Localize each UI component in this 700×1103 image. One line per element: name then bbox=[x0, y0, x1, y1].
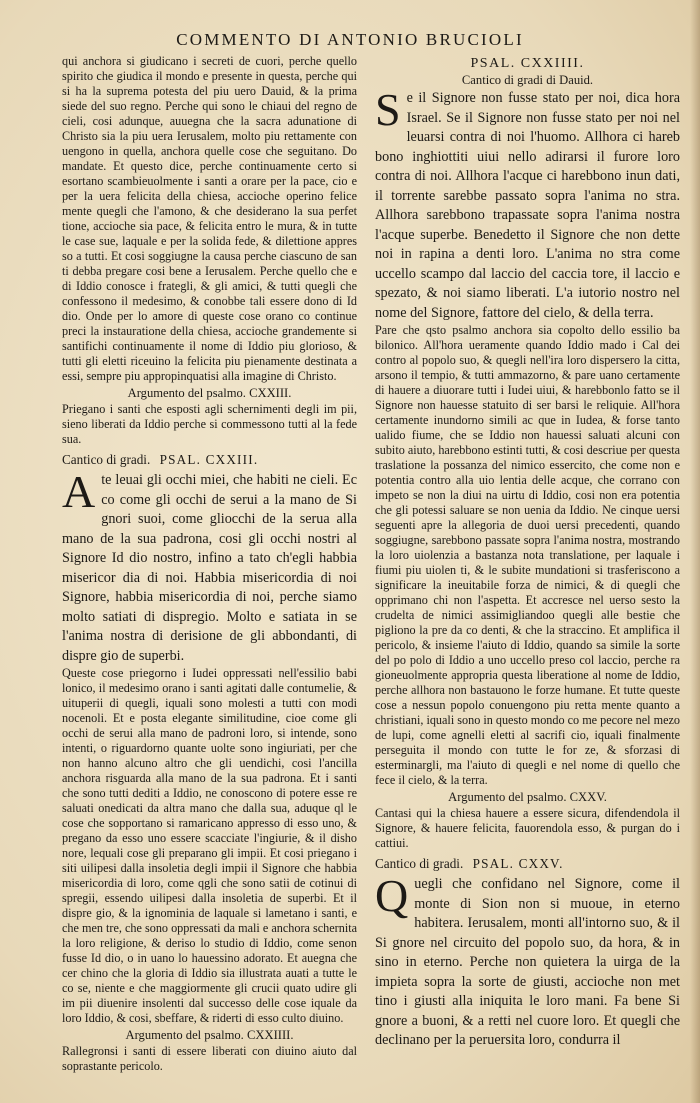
psalm-body: e il Signore non fusse stato per noi, dica hora Israel. Se il Signore non fusse stato per noi nel leuarsi contra di noi l'huomo. Allhora ci hareb bono inghiottiti uiui nello adirarsi il furore loro contra di noi. Allhora l'acque ci harebbono inun dati, il torrente sarebbe passato sopra l'anima no stra. Allhora sarebbono trapassate sopra l'anima nostra l'acque superbe. Benedetto il Signore che non dette noi in rapina a denti loro. L'anima no stra come uccello scampo dal laccio del caccia tore, il laccio e spezato, & noi siamo liberati. L'a iutorio nostro nel nome del Signore, fattore del cielo, & della terra. bbox=[375, 90, 680, 321]
drop-capital: Q bbox=[375, 870, 409, 921]
argument-title: Argumento del psalmo. CXXV. bbox=[448, 790, 607, 804]
psalm-text bbox=[375, 84, 680, 323]
psalm-number: PSAL. CXXIII. bbox=[159, 452, 259, 467]
argument-title: Argumento del psalmo. CXXIII. bbox=[127, 386, 292, 400]
psalm-text bbox=[375, 870, 680, 1051]
psalm-number: PSAL. CXXV. bbox=[472, 856, 564, 871]
drop-capital: S bbox=[375, 84, 401, 135]
commentary-paragraph: qui anchora si giudicano i secreti de cuori, perche quello spirito che giudica il mondo e presente in questa, perche qui si ha la suprema potesta del piu uero Dauid, & la prima siede del suo regno. Perche qui sono le chiaui del regno de cieli, cosi adunque, auuegna che la sacra adunatione di Christo sia la piu uera Ierusalem, molto piu rettamente con uengono in quella, anchora quelle cose che seguitano. Do mandate. Et questo dice, perche continuamente certo si esortano scambieuolmente i santi a orare per la pace, cio e per la uera felicita della chiesa, accioche operino felice mente quegli che l'amono, & che desiderano la sua perfet tione, accioche sia pace, & felicita entro le mura, & in tutte le case sue, laquale e per la solida fede, & dilettione appres so a tutti. Et cosi soggiugne la causa perche ciascuno de san ti debba pregare cosi bene a Ierusalem. Perche quello che e di Iddio conosce i frategli, & gli amici, & tutti quegli che confessono il medesimo, & conobbe tali essere dono di Id dio. Onde per lo amore di queste cose orano co continue preci la instauratione della chiesa, accioche grandemente si santifichi continuamente il nome di Iddio piu glorioso, & tutti gli eletti riceuino la felicita piu pienamente destinata a essi, sempre piu appropinquatisi alla imagine di Christo. bbox=[62, 54, 357, 383]
argument-title: Argumento del psalmo. CXXIIII. bbox=[125, 1028, 294, 1042]
argument-paragraph: Rallegronsi i santi di essere liberati con diuino aiuto dal soprastante pericolo. bbox=[62, 1044, 357, 1073]
psalm-body: uegli che confidano nel Signore, come il monte di Sion non si muoue, in eterno habitera. Ierusalem, monti all'intorno suo, & il Si gnore nel circuito del popolo suo, da hora, & in sino in eterno. Perche non quietera la uirga de la impieta sopra la sorte de giusti, accioche non met tino i giusti alla iniquita le loro mani. Fa bene Si gnore a buoni, & a retti nel cuore loro. Et quegli che declinano per la peruersita loro, condurra il bbox=[375, 876, 680, 1048]
psalm-text bbox=[62, 466, 357, 666]
canticle-heading bbox=[62, 452, 357, 467]
canticle-heading bbox=[375, 856, 680, 871]
canticle-title: Cantico di gradi. bbox=[62, 452, 151, 467]
psalm-body: te leuai gli occhi miei, che habiti ne cieli. Ec co come gli occhi de serui a la mano de Si gnori suoi, come gliocchi de la serua alla mano de la sua padrona, cosi gli occhi nostri al Signore Id dio nostro, infino a tato ch'egli habbia misericor dia di noi. Habbia misericordia di noi Signore, habbia misericordia di noi, perche siamo molto satiati di dispregio. Molto e satiata in se l'anima nostra di derisione de gli abbondanti, di dispre gio de superbi. bbox=[62, 472, 357, 664]
running-head: COMMENTO DI ANTONIO BRUCIOLI bbox=[176, 30, 524, 49]
page-edge-shadow bbox=[690, 0, 700, 1103]
canticle-title: Cantico di gradi. bbox=[375, 856, 464, 871]
argument-paragraph: Priegano i santi che esposti agli schernimenti degli im pii, sieno liberati da Iddio perche si commessono tutti al la fede sua. bbox=[62, 402, 357, 446]
commentary-paragraph: Pare che qsto psalmo anchora sia copolto dello essilio ba bilonico. All'hora ueramente quando Iddio mado i Cal dei contro al popolo suo, & quegli nell'ira loro dispersero la citta, arsono il tempio, & tutti ammazorno, & pare uano certamente di hauere a diuorare tutti i Iudei uiui, & harebbonlo fatto se il Signore non hauesse statuito di ser barsi le reliquie. All'hora certamente inundorno simili ac que in Iudea, & forse tanto ualido fiume, che se Iddio non hauessi saluati alcuni con subito aiuto, harebbono estinti tutti, & cosi descriue per questa traslatione la possanza del nimico essercito, che come non e potentia contro alla uio lentia delle acque, che corrano con impeto se non la diui na uirtu di Iddio, cosi non era potentia che gli potessi saluare se non uenia da Iddio. Ne cinque uersi seguenti apre la allegoria de duoi uersi precedenti, quando soggiugne, sarebbono passate sopra l'anima nostra, mostrando la loro uiolenzia a bastanza nota translatione, per laquale i fiumi piu uiolen ti, & le subite mundationi si trasferiscono a significare la ineuitabile forza de nimici, & di quegli che opprimano chi non l'aspetta. Et accresce nel uerso sesto la crudelta de nimici assimigliandoo quegli alle bestie che pigliono la pre da co denti, & che la straccino. Et amplifica il pericolo, & insieme l'aiuto di Iddio, quando sa simile la sorte del po polo di Iddio a uno uccello preso col laccio, perche ra gioneuolmente appropria questa liberatione al nome de Iddio, perche allhora non bastauono le forze humane. Et tutte queste cose a nessun popolo conuengono piu retta mente quanto a christiani, iquali sono in questo mondo co me pecore nel mezo de lupi, come agnelli eletti al sacrifi cio, iquali finalmente perseguita il mondo con tutte le for ze, & sforzasi di esterminargli, ma l'aiuto di quegli e nel nome di quello che fece il cielo, & la terra. bbox=[375, 323, 680, 787]
canticle-title: Cantico di gradi di Dauid. bbox=[461, 73, 594, 87]
argument-paragraph: Cantasi qui la chiesa hauere a essere sicura, difendendola il Signore, & hauere felicita, fauorendola esso, & purgan do i cattiui. bbox=[375, 806, 680, 850]
commentary-paragraph: Queste cose priegorno i Iudei oppressati nell'essilio babi lonico, il medesimo orano i santi agitati dalle contumelie, & uituperii di quegli, iquali sono molesti a tutti con modi nocenoli. Et e posta elegante similitudine, cioe come gli occhi de serui alla mano de padroni loro, si intende, sono intenti, o riguardorno quante uolte sono ingiuriati, per che non hanno alcuno altro che gli uendichi, cosi l'ancilla anchora risguarda alla mano de la sua padrona. Et i santi che sono tutti dediti a Iddio, ne conoscono di potere esse re saluati onedicati da altra mano che dalla sua, aduque ql le cose che sopportano si ramaricano appresso di esso uno, & pregano da esso uno essere scacciate l'ingiurie, & il disho nore, lequali cose gli preparano gli impii. Et cosi priegano i siti uilipesi dalla insoletia degli impii il Signore che habbia misericordia di loro, come qgli che sono satii de cotinui di spregii, essendo uilipesi dalla insoletia de superbi. Et il dispre gio, & la ignominia de laquale si lametano i santi, e che men tre, che sono oppressati da mali e anchora schernita la loro religione, & deriso lo studio di Iddio, come senon fusse Id dio, o in uano lo hauessino adorato. Et auegna che cer chino che la gloria di Iddio sia illustrata auati a tutte le co se, niente e che maggiormente gli crucii quato udire gli im pii diuenire insolenti dal successo delle cose iquale da loro Iddio, & cosi, sbeffare, & riderti di esso culto diuino. bbox=[62, 666, 357, 1025]
psalm-heading: PSAL. CXXIIII. bbox=[470, 56, 585, 71]
left-column bbox=[62, 54, 357, 1074]
drop-capital: A bbox=[62, 466, 96, 517]
right-column bbox=[375, 54, 680, 1051]
